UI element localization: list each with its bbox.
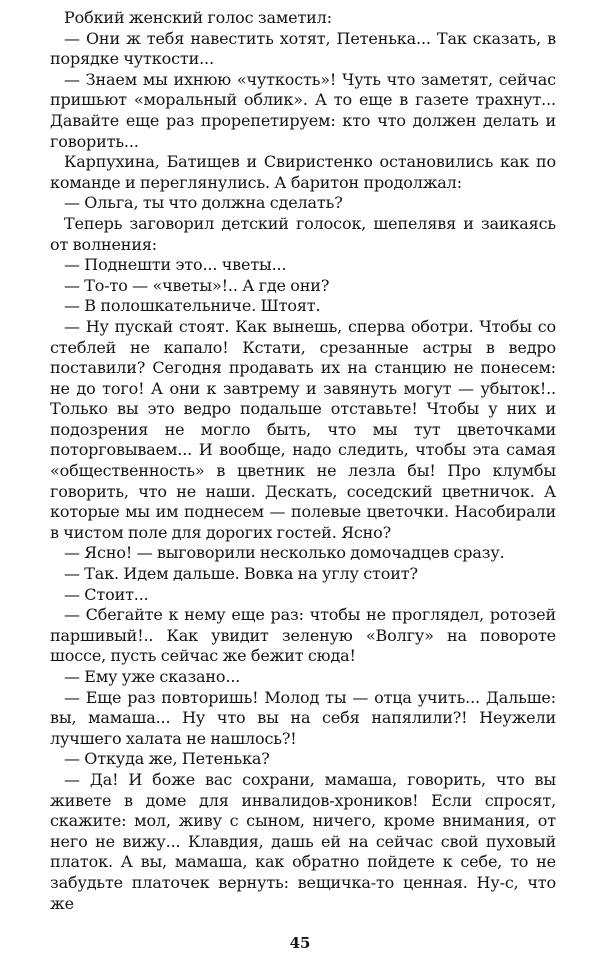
paragraph: — Ну пускай стоят. Как вынешь, сперва оботри. Чтобы со стеблей не капало! Кстати, срезанные астры в ведро поставили? Сегодня продавать их на станцию не понесем: не до того! А они к завтрему и завянуть могут — убыток!.. Только вы это ведро подальше отставьте! Чтобы у них и подозрения не могло быть, что мы тут цветочками поторговываем... И вообще, надо следить, чтобы эта самая «общественность» в цветник не лезла бы! Про клумбы говорить, что не наши. Дескать, соседский цветничок. А которые мы им поднесем — полевые цветочки. Насобирали в чистом поле для дорогих гостей. Ясно?	[50, 316, 556, 542]
paragraph: — Они ж тебя навестить хотят, Петенька... Так сказать, в порядке чуткости...	[50, 28, 556, 69]
paragraph: Робкий женский голос заметил:	[64, 8, 332, 27]
paragraph: — Ольга, ты что должна сделать?	[64, 193, 343, 213]
paragraph: — Да! И боже вас сохрани, мамаша, говорить, что вы живете в доме для инвалидов-хроников! Если спросят, скажите: мол, живу с сыном, ничего, кроме внимания, от него не вижу... Клавдия, дашь ей на сейчас свой пуховый платок. А вы, мамаша, как обратно пойдете к себе, то не забудьте платочек вернуть: вещичка-то ценная. Ну-с, что же	[50, 769, 556, 913]
paragraph: Теперь заговорил детский голосок, шепелявя и заикаясь от волнения:	[50, 213, 556, 254]
paragraph: — Так. Идем дальше. Вовка на углу стоит?	[64, 564, 418, 584]
paragraph: — Еще раз повторишь! Молод ты — отца учить... Дальше: вы, мамаша... Ну что вы на себя напялили?! Неужели лучшего халата не нашлось?!	[50, 687, 556, 748]
paragraph: — Сбегайте к нему еще раз: чтобы не проглядел, ротозей паршивый!.. Как увидит зеленую «Волгу» на повороте шоссе, пусть сейчас же бежит сюда!	[50, 605, 556, 666]
paragraph: Карпухина, Батищев и Свиристенко остановились как по команде и переглянулись. А баритон продолжал:	[50, 152, 556, 192]
paragraph: — Откуда же, Петенька?	[64, 749, 270, 769]
paragraph: — Ему уже сказано...	[64, 667, 241, 686]
paragraph: — Поднешти это... чветы...	[64, 255, 287, 275]
page-number: 45	[289, 934, 311, 952]
paragraph: — То-то — «чветы»!.. А где они?	[64, 275, 330, 295]
book-page	[50, 8, 556, 914]
paragraph: — Стоит...	[64, 584, 149, 604]
paragraph: — Ясно! — выговорили несколько домочадцев сразу.	[64, 543, 505, 563]
paragraph: — Знаем мы ихнюю «чуткость»! Чуть что заметят, сейчас пришьют «моральный облик». А то еще в газете трахнут... Давайте еще раз прорепетируем: кто что должен делать и говорить...	[50, 69, 556, 151]
paragraph: — В полошкательниче. Штоят.	[64, 296, 321, 316]
